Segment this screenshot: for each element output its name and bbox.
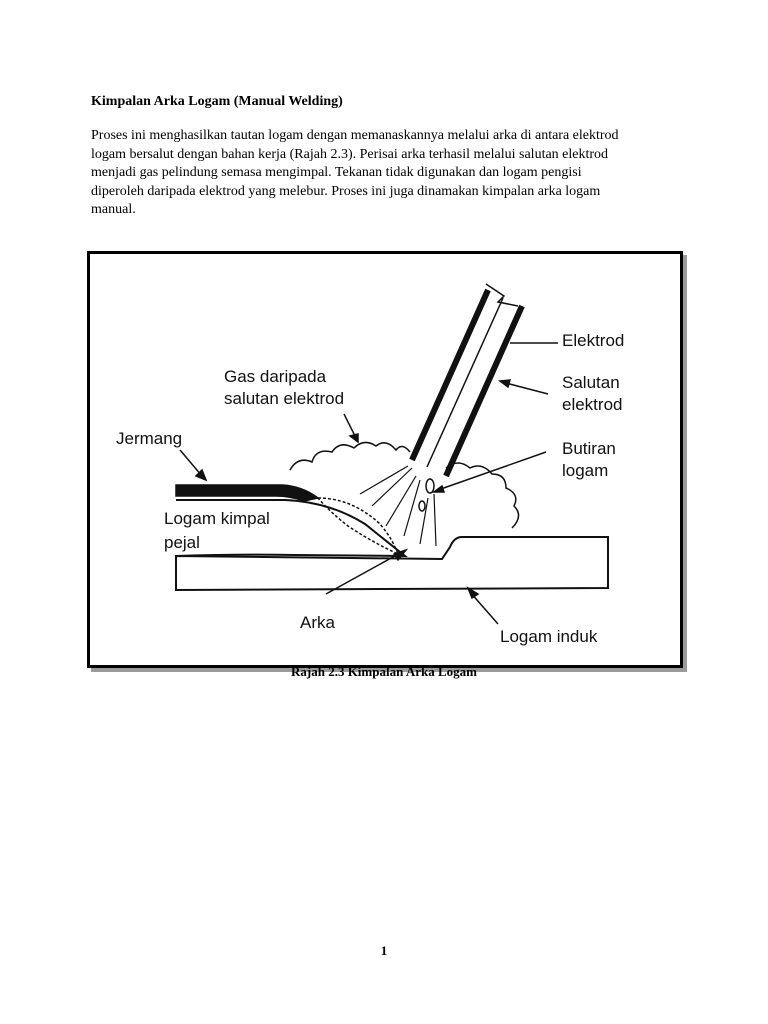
welding-diagram-figure: [87, 251, 683, 668]
label-logam-kimpal-pejal: pejal: [164, 533, 200, 552]
label-logam-kimpal: Logam kimpal: [164, 509, 270, 528]
figure-caption: Rajah 2.3 Kimpalan Arka Logam: [291, 664, 477, 679]
label-salutan: Salutan: [562, 373, 620, 392]
label-gas: Gas daripada: [224, 367, 327, 386]
label-elektrod: Elektrod: [562, 331, 625, 350]
body-paragraph: [91, 127, 691, 220]
paragraph-line: manual.: [91, 202, 136, 217]
shielding-gas-cloud: [290, 442, 410, 470]
welding-diagram: [90, 254, 680, 665]
slag-layer: [176, 485, 318, 501]
page-number: 1: [380, 943, 388, 958]
label-arka: Arka: [300, 613, 335, 632]
metal-droplet: [426, 479, 434, 493]
paragraph-line: diperoleh daripada elektrod yang melebur. Proses ini juga dinamakan kimpalan arka logam: [91, 183, 601, 199]
section-heading: Kimpalan Arka Logam (Manual Welding): [91, 94, 343, 109]
label-butiran: Butiran: [562, 439, 616, 458]
paragraph-line: menjadi gas pelindung semasa mengimpal. Tekanan tidak digunakan dan logam pengisi: [91, 165, 582, 180]
label-logam-induk: Logam induk: [500, 627, 598, 646]
electrode-break: [486, 284, 518, 306]
paragraph-line: logam bersalut dengan bahan kerja (Rajah 2.3). Perisai arka terhasil melalui salutan elektrod: [91, 146, 609, 162]
electrode-core: [427, 298, 503, 467]
label-gas-salutan: salutan elektrod: [224, 389, 345, 408]
label-salutan-elektrod: elektrod: [562, 395, 623, 414]
paragraph-line: Proses ini menghasilkan tautan logam dengan memanaskannya melalui arka di antara elektrod: [91, 128, 619, 143]
shielding-gas-cloud-right: [446, 463, 519, 528]
metal-droplet: [419, 501, 425, 511]
label-jermang: Jermang: [116, 429, 183, 448]
label-butiran-logam: logam: [562, 461, 609, 480]
